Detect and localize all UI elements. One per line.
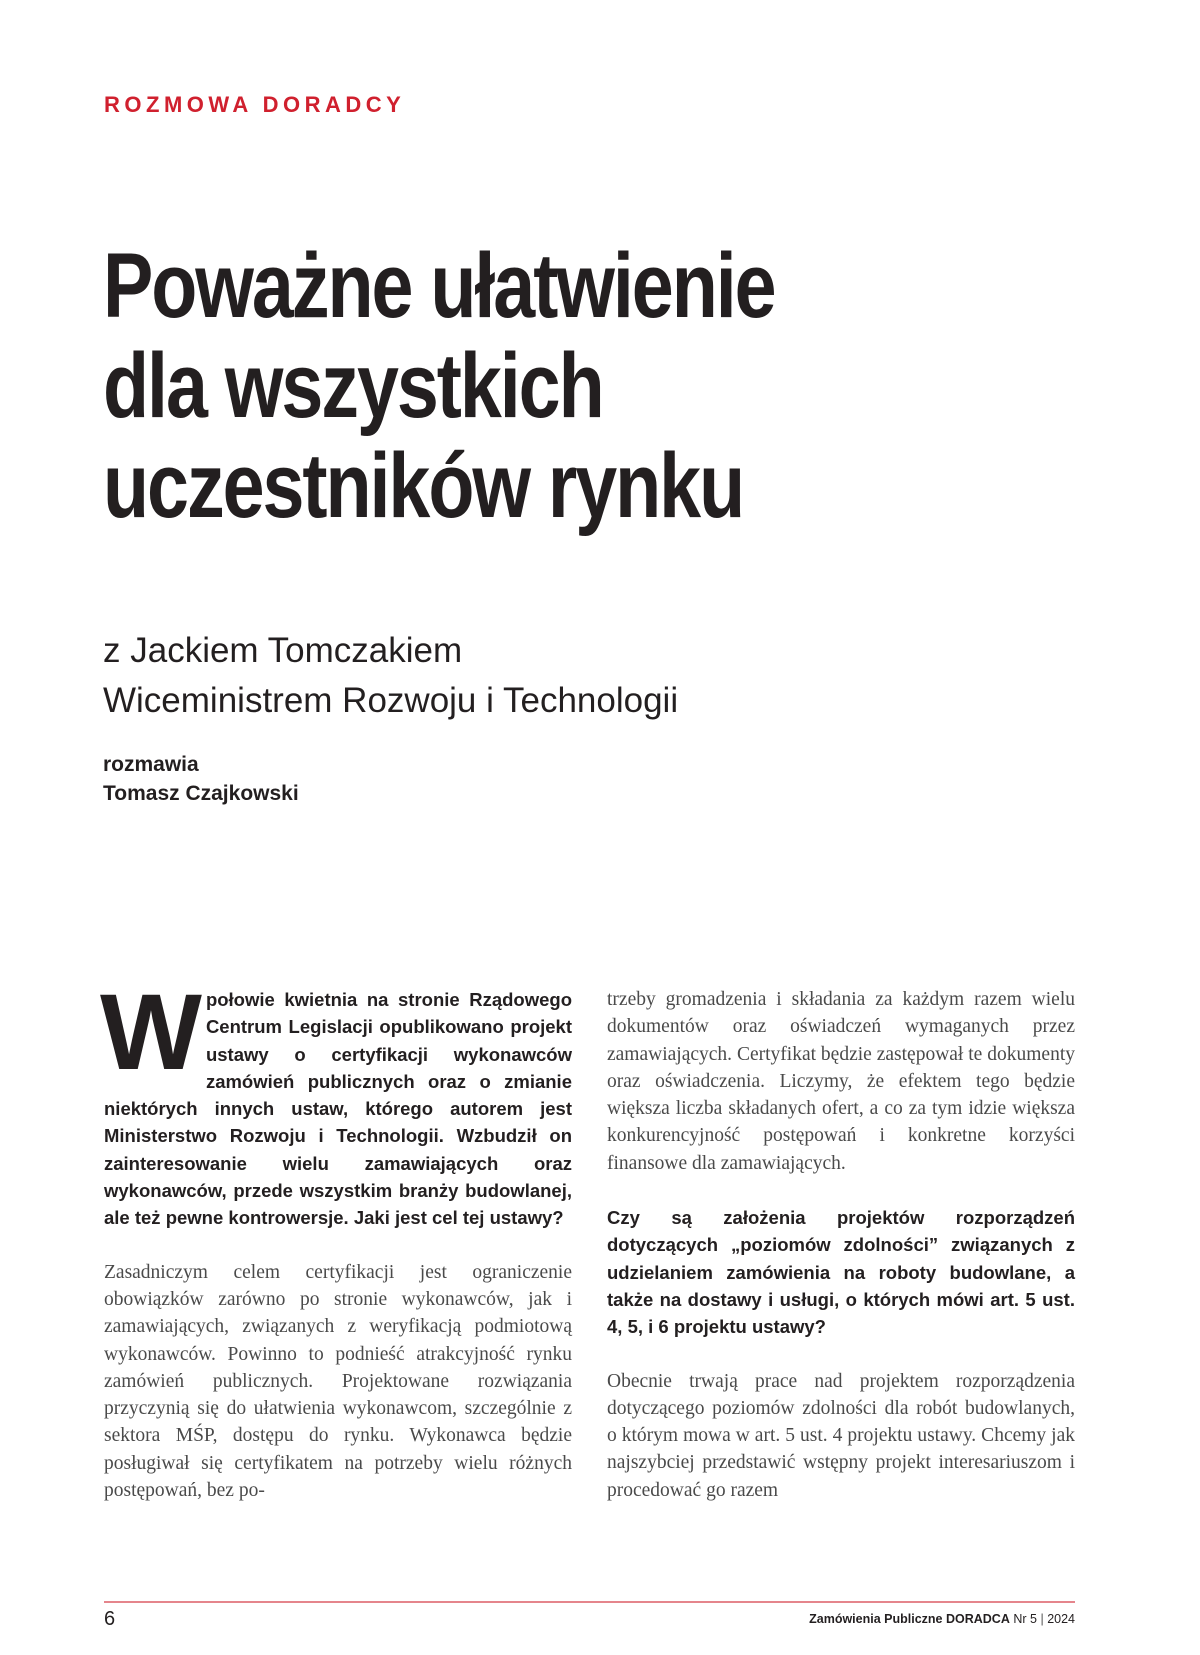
answer-1-continued: trzeby gromadzenia i składania za każdym razem wielu dokumentów oraz oświadczeń wymaganych przez zamawiających. Certyfikat będzie zastępował te dokumenty oraz oświadczenia. Liczymy, że efektem tego będzie większa liczba składanych ofert, a co za tym idzie większa konkurencyjność postępowań i konkretne korzyści finansowe dla zamawiających.: [607, 989, 1075, 1174]
right-column: [607, 986, 1075, 1504]
page-number: 6: [104, 1608, 116, 1630]
journal-name: Zamówienia Publiczne DORADCA: [809, 1612, 1010, 1626]
question-2: Czy są założenia projektów rozporządzeń dotyczących „poziomów zdolności” związanych z udzielaniem zamówienia na roboty budowlane, a także na dostawy i usługi, o których mówi art. 5 ust. 4, 5, i 6 projektu ustawy?: [607, 1207, 1075, 1338]
title-line: uczestników rynku: [103, 435, 744, 537]
question-1-text: połowie kwietnia na stronie Rządowego Centrum Legislacji opublikowano projekt ustawy o certyfikacji wykonawców zamówień publicznych oraz o zmianie niektórych innych ustaw, którego autorem jest Ministerstwo Rozwoju i Technologii. Wzbudził on zainteresowanie wielu zamawiających oraz wykonawców, przede wszystkim branży budowlanej, ale też pewne kontrowersje. Jaki jest cel tej ustawy?: [104, 989, 572, 1229]
interviewer-label: rozmawia: [103, 753, 199, 776]
title-line: Poważne ułatwienie: [103, 235, 775, 337]
issue-number: Nr 5: [1013, 1612, 1037, 1626]
article-title: [103, 236, 923, 536]
interviewee-name: z Jackiem Tomczakiem: [103, 631, 463, 670]
question-1: [100, 971, 572, 1232]
answer-1: Zasadniczym celem certyfikacji jest ograniczenie obowiązków zarówno po stronie wykonawców, jak i zamawiających, związanych z weryfikacją podmiotową wykonawców. Powinno to podnieść atrakcyjność rynku zamówień publicznych. Projektowane rozwiązania przyczynią się do ułatwienia wykonawcom, szczególnie z sektora MŚP, dostępu do rynku. Wykonawca będzie posługiwał się certyfikatem na potrzeby wielu różnych postępowań, bez po-: [104, 1261, 572, 1502]
interviewer-block: [103, 750, 299, 808]
left-column: [100, 971, 572, 1504]
drop-cap: W: [100, 971, 198, 1092]
footer-divider: [104, 1601, 1075, 1603]
interviewee-block: [103, 626, 678, 726]
answer-2: Obecnie trwają prace nad projektem rozporządzenia dotyczącego poziomów zdolności dla robót budowlanych, o którym mowa w art. 5 ust. 4 projektu ustawy. Chcemy jak najszybciej przedstawić wstępny projekt interesariuszom i procedować go razem: [607, 1370, 1075, 1501]
issue-year: 2024: [1047, 1612, 1075, 1626]
title-line: dla wszystkich: [103, 335, 603, 437]
interviewee-role: Wiceministrem Rozwoju i Technologii: [103, 681, 679, 720]
journal-footer: [809, 1612, 1075, 1626]
section-label: ROZMOWA DORADCY: [104, 92, 406, 117]
interviewer-name: Tomasz Czajkowski: [103, 782, 299, 805]
footer-separator: |: [1040, 1612, 1044, 1626]
